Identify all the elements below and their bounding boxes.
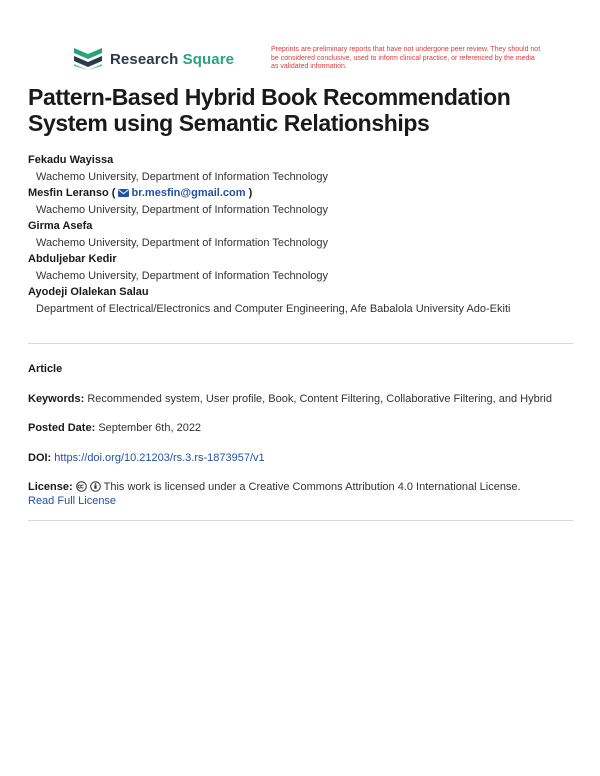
attribution-icon (90, 481, 101, 492)
author-name: Mesfin Leranso (28, 187, 109, 199)
research-square-logo[interactable] (74, 48, 234, 70)
author-affiliation: Wachemo University, Department of Information Technology (36, 237, 329, 249)
paper-title: Pattern-Based Hybrid Book Recommendation System using Semantic Relationships (28, 84, 511, 136)
divider (28, 520, 573, 521)
author-entry (28, 285, 588, 316)
preprint-notice: Preprints are preliminary reports that have not undergone peer review. They should not be considered conclusive, used to inform clinical practice, or referenced by the media as validated information. (271, 46, 541, 71)
posted-date-label: Posted Date: (28, 422, 96, 434)
author-entry (28, 219, 588, 250)
article-type: Article (28, 363, 63, 375)
read-full-license-link[interactable]: Read Full License (28, 495, 117, 507)
author-affiliation: Wachemo University, Department of Information Technology (36, 270, 329, 282)
posted-date-value: September 6th, 2022 (98, 422, 202, 434)
posted-date-row (28, 421, 588, 435)
divider (28, 343, 573, 344)
doi-row (28, 451, 588, 465)
logo-text: Research Square (110, 50, 235, 68)
author-entry (28, 252, 588, 283)
author-affiliation: Wachemo University, Department of Information Technology (36, 204, 329, 216)
doi-link[interactable]: https://doi.org/10.21203/rs.3.rs-1873957/v1 (54, 452, 265, 464)
license-text: This work is licensed under a Creative Commons Attribution 4.0 International License. (103, 481, 521, 493)
author-name: Abduljebar Kedir (28, 253, 117, 265)
research-square-logo-icon (74, 48, 102, 70)
keywords-value: Recommended system, User profile, Book, Content Filtering, Collaborative Filtering, and Hybrid (87, 393, 552, 405)
author-list (28, 153, 588, 318)
doi-label: DOI: (28, 452, 52, 464)
envelope-icon (118, 189, 129, 197)
keywords-row (28, 392, 588, 406)
author-entry (28, 186, 588, 217)
creative-commons-icon (76, 481, 87, 492)
author-affiliation: Department of Electrical/Electronics and Computer Engineering, Afe Babalola University Ado-Ekiti (36, 303, 511, 315)
author-name: Ayodeji Olalekan Salau (28, 286, 149, 298)
keywords-label: Keywords: (28, 393, 85, 405)
author-email-link[interactable]: br.mesfin@gmail.com (118, 187, 245, 199)
author-name-with-email: Mesfin Leranso ( br.mesfin@gmail.com ) (28, 187, 253, 199)
author-name: Fekadu Wayissa (28, 154, 114, 166)
author-name: Girma Asefa (28, 220, 93, 232)
author-entry (28, 153, 588, 184)
author-affiliation: Wachemo University, Department of Information Technology (36, 171, 329, 183)
license-row (28, 480, 588, 508)
license-label: License: (28, 481, 73, 493)
